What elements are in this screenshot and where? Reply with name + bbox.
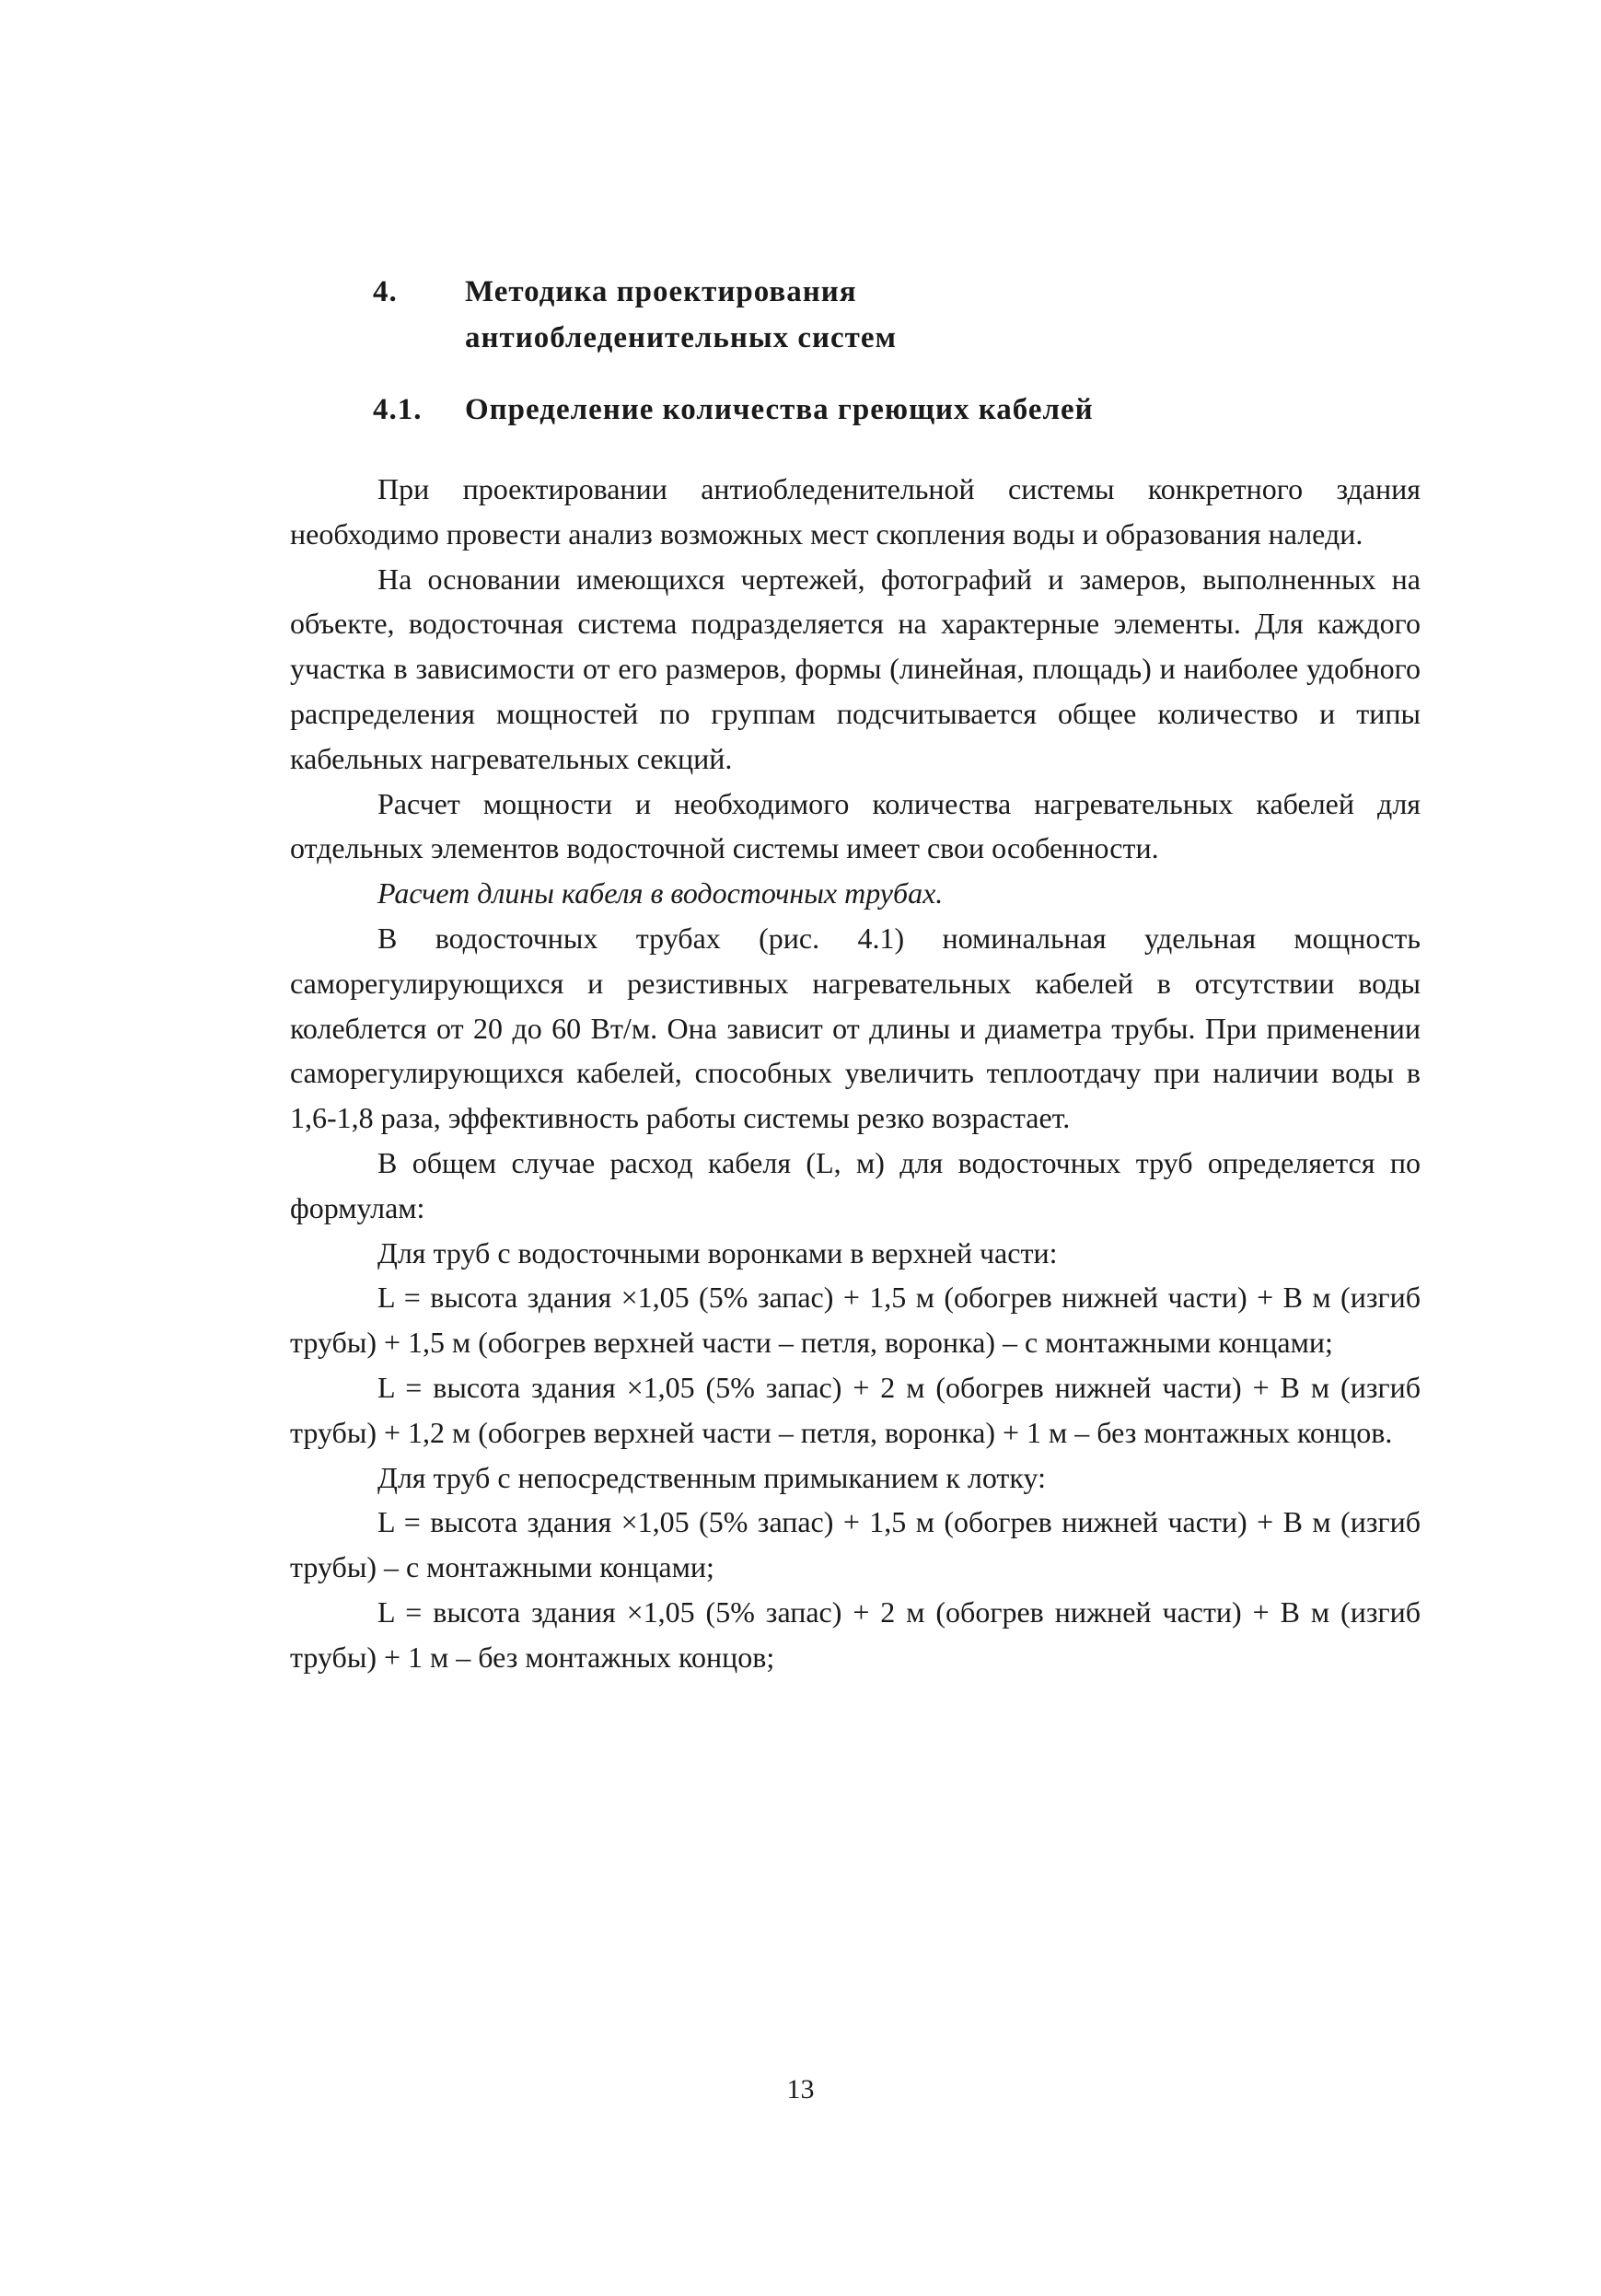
formula-4: L = высота здания ×1,05 (5% запас) + 2 м (обогрев нижней части) + В м (изгиб трубы) + 1 м – без монтажных концов;	[290, 1594, 1421, 1674]
section-title-line-2: антиобледенительных систем	[465, 321, 898, 354]
paragraph-italic-subheading: Расчет длины кабеля в водосточных трубах.	[377, 876, 944, 910]
subsection-number: 4.1.	[373, 393, 423, 426]
paragraph-funnel-pipes: Для труб с водосточными воронками в верхней части:	[377, 1235, 1058, 1270]
section-heading	[373, 269, 1109, 370]
paragraph-gutter-pipes: Для труб с непосредственным примыканием к лотку:	[377, 1460, 1046, 1494]
paragraph-elements: На основании имеющихся чертежей, фотографий и замеров, выполненных на объекте, водосточная система подразделяется на характерные элементы. Для каждого участка в зависимости от его размеров, формы (линейная, площадь) и наиболее удобного распределения мощностей по группам подсчитывается общее количество и типы кабельных нагревательных секций.	[290, 562, 1421, 775]
paragraph-downpipes: В водосточных трубах (рис. 4.1) номинальная удельная мощность саморегулирующихся и резистивных нагревательных кабелей в отсутствии воды колеблется от 20 до 60 Вт/м. Она зависит от длины и диаметра трубы. При применении саморегулирующихся кабелей, способных увеличить теплоотдачу при наличии воды в 1,6-1,8 раза, эффективность работы системы резко возрастает.	[290, 921, 1421, 1135]
paragraph-general-case: В общем случае расход кабеля (L, м) для водосточных труб определяется по формулам:	[290, 1145, 1421, 1224]
formula-2: L = высота здания ×1,05 (5% запас) + 2 м (обогрев нижней части) + В м (изгиб трубы) + 1,2 м (обогрев верхней части – петля, воронка) + 1 м – без монтажных концов.	[290, 1370, 1421, 1449]
subsection-title: Определение количества греющих кабелей	[465, 393, 1094, 426]
formula-3: L = высота здания ×1,05 (5% запас) + 1,5 м (обогрев нижней части) + В м (изгиб трубы) – с монтажными концами;	[290, 1505, 1421, 1584]
section-number: 4.	[373, 275, 398, 308]
subsection-heading	[373, 387, 1294, 442]
formula-1: L = высота здания ×1,05 (5% запас) + 1,5 м (обогрев нижней части) + В м (изгиб трубы) + 1,5 м (обогрев верхней части – петля, воронка) – с монтажными концами;	[290, 1281, 1421, 1360]
body-text	[290, 467, 1421, 1680]
section-title-line-1: Методика проектирования	[465, 275, 857, 308]
page-number: 13	[786, 2074, 815, 2105]
paragraph-power-calc: Расчет мощности и необходимого количества нагревательных кабелей для отдельных элементов водосточной системы имеет свои особенности.	[290, 786, 1421, 865]
paragraph-intro: При проектировании антиобледенительной системы конкретного здания необходимо провести анализ возможных мест скопления воды и образования наледи.	[290, 472, 1421, 551]
